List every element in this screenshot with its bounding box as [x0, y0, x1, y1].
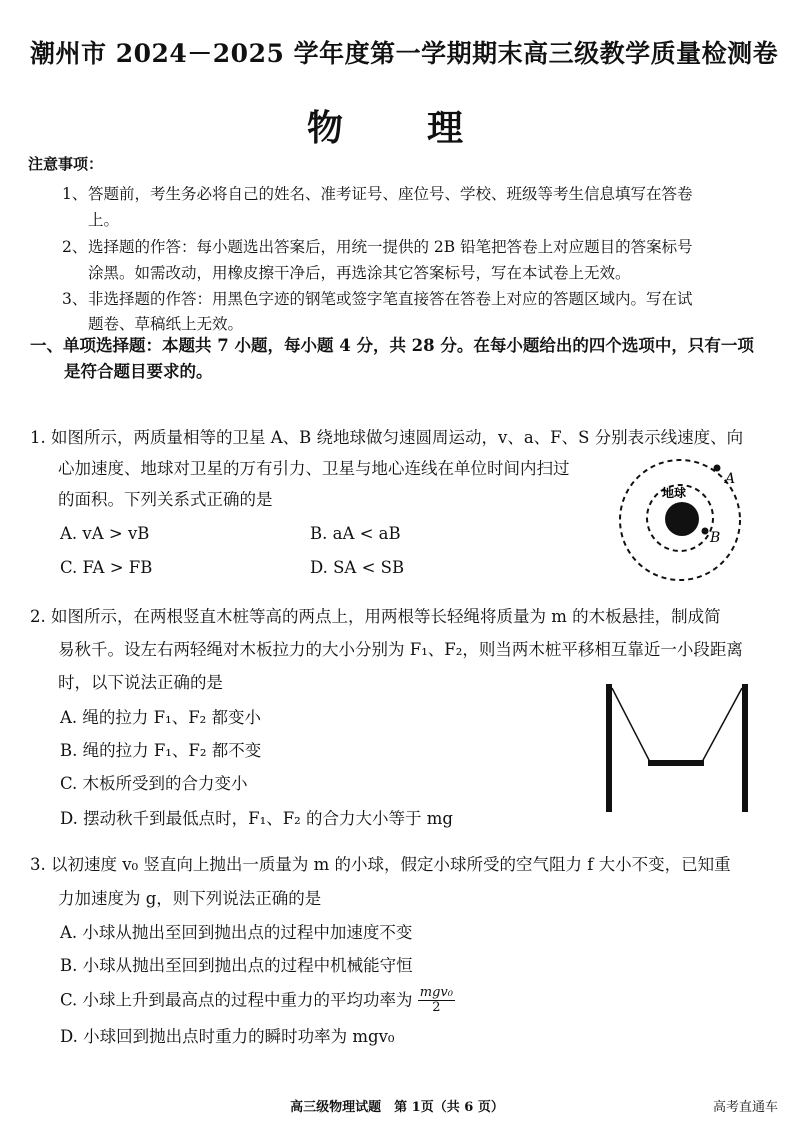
- q2-stem-line3: 时，以下说法正确的是: [58, 673, 223, 692]
- q1-option-c: C. FA > FB: [60, 558, 153, 577]
- notes-heading: 注意事项：: [28, 155, 104, 173]
- q3-option-c-text: C. 小球上升到最高点的过程中重力的平均功率为: [60, 990, 413, 1010]
- q1-stem-line2: 心加速度、地球对卫星的万有引力、卫星与地心连线在单位时间内扫过: [58, 459, 570, 478]
- q3-option-b: B. 小球从抛出至回到抛出点的过程中机械能守恒: [60, 956, 413, 975]
- exam-title: 潮州市 2024－2025 学年度第一学期期末高三级教学质量检测卷: [30, 39, 779, 68]
- q3-option-c: [60, 986, 455, 1016]
- q3-option-d: D. 小球回到抛出点时重力的瞬时功率为 mgv₀: [60, 1027, 395, 1046]
- note-1-line1: 答题前，考生务必将自己的姓名、准考证号、座位号、学校、班级等考生信息填写在答卷: [88, 185, 693, 203]
- satellite-a: [714, 465, 721, 472]
- note-2-line2: 涂黑。如需改动，用橡皮擦干净后，再选涂其它答案标号，写在本试卷上无效。: [88, 264, 631, 282]
- note-1-line2: 上。: [88, 211, 120, 229]
- note-3-num: 3、: [62, 290, 88, 308]
- q3-option-a: A. 小球从抛出至回到抛出点的过程中加速度不变: [60, 923, 413, 942]
- q2-stem-line2: 易秋千。设左右两轻绳对木板拉力的大小分别为 F₁、F₂，则当两木桩平移相互靠近一小段距离: [58, 640, 743, 659]
- fraction: [418, 986, 455, 1016]
- q2-option-b: B. 绳的拉力 F₁、F₂ 都不变: [60, 741, 262, 760]
- right-post: [742, 684, 748, 812]
- q1-stem-line3: 的面积。下列关系式正确的是: [58, 490, 273, 509]
- note-3-line2: 题卷、草稿纸上无效。: [88, 315, 244, 333]
- page-footer: 高三级物理试题 第 1页（共 6 页）: [290, 1100, 504, 1115]
- note-2-line1: 选择题的作答：每小题选出答案后，用统一提供的 2B 铅笔把答卷上对应题目的答案标号: [88, 238, 693, 256]
- watermark: 高考直通车: [712, 1100, 778, 1115]
- note-3-line1: 非选择题的作答：用黑色字迹的钢笔或签字笔直接答在答卷上对应的答题区域内。写在试: [88, 290, 693, 308]
- q3-stem-line2: 力加速度为 g，则下列说法正确的是: [58, 889, 322, 908]
- q2-option-a: A. 绳的拉力 F₁、F₂ 都变小: [60, 708, 262, 727]
- earth: [665, 502, 699, 536]
- note-2-num: 2、: [62, 238, 88, 256]
- q3-stem-line1: 3. 以初速度 v₀ 竖直向上抛出一质量为 m 的小球，假定小球所受的空气阻力 f 大小不变，已知重: [30, 855, 731, 874]
- subject-title: 物 理: [306, 107, 487, 149]
- orbit-figure: [612, 455, 752, 585]
- label-b: B: [710, 530, 721, 546]
- q2-stem-line1: 2. 如图所示，在两根竖直木桩等高的两点上，用两根等长轻绳将质量为 m 的木板悬挂，制成简: [30, 607, 721, 626]
- q1-stem-line1: 1. 如图所示，两质量相等的卫星 A、B 绕地球做匀速圆周运动，v、a、F、S 分别表示线速度、向: [30, 428, 744, 447]
- board: [648, 760, 704, 766]
- label-a: A: [725, 471, 736, 487]
- section-heading-cont: 是符合题目要求的。: [64, 362, 213, 381]
- left-rope: [612, 688, 650, 762]
- section-heading: 一、单项选择题：本题共 7 小题，每小题 4 分，共 28 分。在每小题给出的四个选项中，只有一项: [30, 336, 754, 355]
- satellite-b: [702, 528, 709, 535]
- swing-figure: [600, 680, 760, 815]
- q1-option-b: B. aA < aB: [310, 524, 401, 543]
- note-1-num: 1、: [62, 185, 88, 203]
- fraction-numerator: mgv₀: [419, 985, 453, 1000]
- fraction-denominator: 2: [432, 1000, 441, 1016]
- left-post: [606, 684, 612, 812]
- earth-label: 地球: [662, 486, 687, 500]
- right-rope: [702, 688, 742, 762]
- q1-option-a: A. vA > vB: [60, 524, 150, 543]
- q2-option-d: D. 摆动秋千到最低点时，F₁、F₂ 的合力大小等于 mg: [60, 809, 453, 828]
- q2-option-c: C. 木板所受到的合力变小: [60, 774, 248, 793]
- q1-option-d: D. SA < SB: [310, 558, 405, 577]
